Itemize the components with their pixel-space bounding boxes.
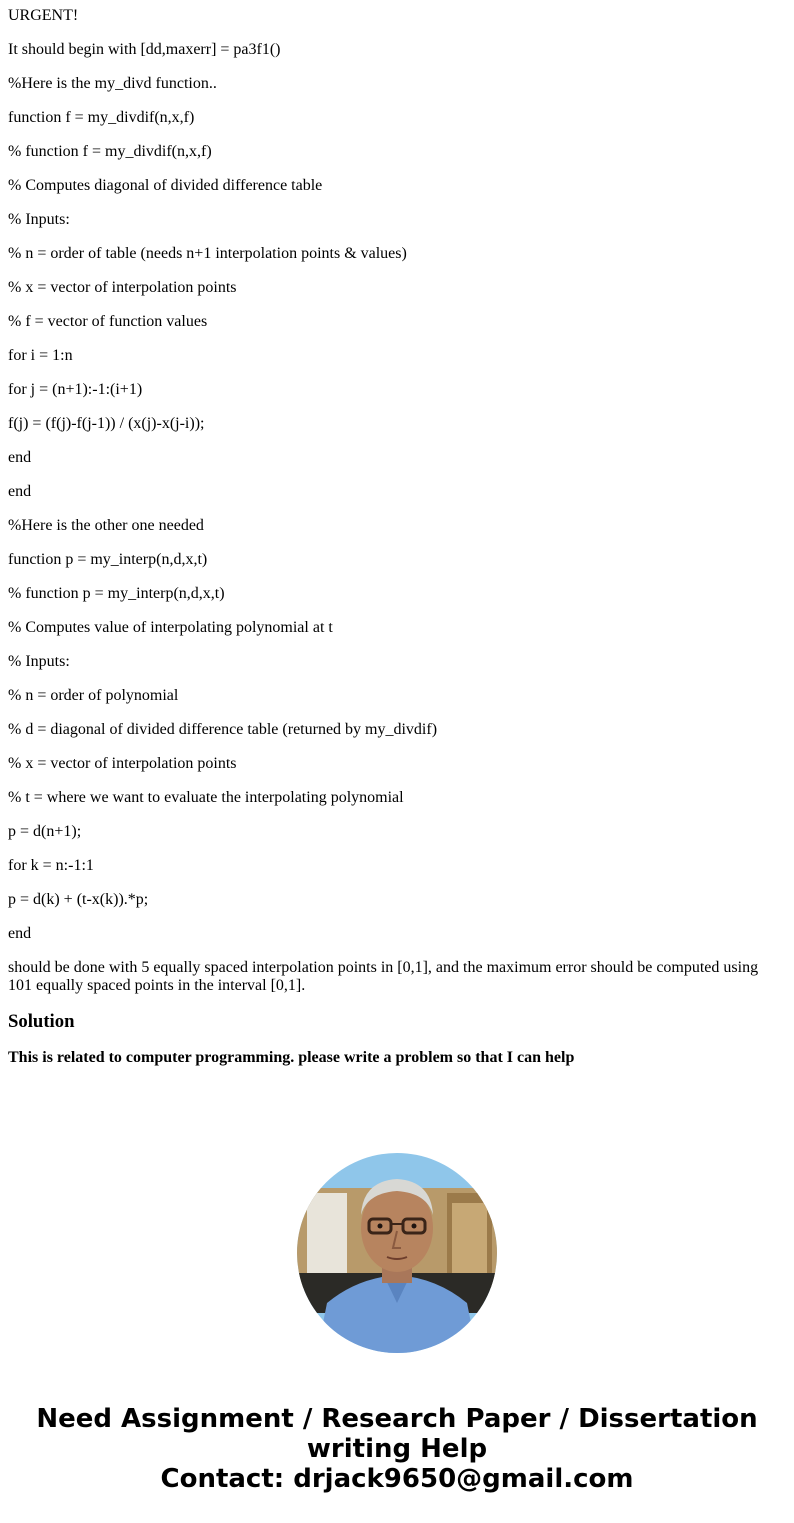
- code-line: % Computes value of interpolating polynomial at t: [8, 619, 333, 636]
- code-line: for j = (n+1):-1:(i+1): [8, 381, 143, 398]
- promo-line-1: Need Assignment / Research Paper / Dissertation: [36, 1404, 758, 1434]
- code-line: % Inputs:: [8, 211, 70, 228]
- promo-banner: [0, 1404, 794, 1494]
- code-line: for k = n:-1:1: [8, 857, 94, 874]
- solution-text: This is related to computer programming. please write a problem so that I can help: [8, 1049, 575, 1066]
- code-line: function f = my_divdif(n,x,f): [8, 109, 195, 126]
- code-line: end: [8, 483, 32, 500]
- code-line: end: [8, 449, 32, 466]
- code-line: % function p = my_interp(n,d,x,t): [8, 585, 225, 602]
- code-line: % n = order of polynomial: [8, 687, 179, 704]
- code-line: % d = diagonal of divided difference table (returned by my_divdif): [8, 721, 438, 738]
- code-line: % Computes diagonal of divided difference table: [8, 177, 323, 194]
- code-line: f(j) = (f(j)-f(j-1)) / (x(j)-x(j-i));: [8, 415, 205, 432]
- author-avatar: [297, 1153, 497, 1353]
- code-line: % n = order of table (needs n+1 interpolation points & values): [8, 245, 407, 262]
- code-line: for i = 1:n: [8, 347, 73, 364]
- code-line: % Inputs:: [8, 653, 70, 670]
- code-line: end: [8, 925, 32, 942]
- document-body: [8, 7, 778, 1067]
- question-line: URGENT!: [8, 7, 79, 24]
- code-line: function p = my_interp(n,d,x,t): [8, 551, 208, 568]
- question-line: should be done with 5 equally spaced interpolation points in [0,1], and the maximum error should be computed using 101 equally spaced points in the interval [0,1].: [8, 959, 763, 994]
- question-line: %Here is the my_divd function..: [8, 75, 217, 92]
- code-line: p = d(n+1);: [8, 823, 82, 840]
- avatar-portrait: [297, 1153, 497, 1353]
- code-line: % function f = my_divdif(n,x,f): [8, 143, 212, 160]
- question-line: It should begin with [dd,maxerr] = pa3f1(): [8, 41, 281, 58]
- code-line: p = d(k) + (t-x(k)).*p;: [8, 891, 149, 908]
- question-line: %Here is the other one needed: [8, 517, 204, 534]
- solution-heading: Solution: [8, 1011, 75, 1032]
- code-line: % x = vector of interpolation points: [8, 755, 237, 772]
- promo-contact: Contact: drjack9650@gmail.com: [160, 1464, 634, 1494]
- code-line: % t = where we want to evaluate the interpolating polynomial: [8, 789, 404, 806]
- promo-line-2: writing Help: [306, 1434, 488, 1464]
- code-line: % x = vector of interpolation points: [8, 279, 237, 296]
- code-line: % f = vector of function values: [8, 313, 208, 330]
